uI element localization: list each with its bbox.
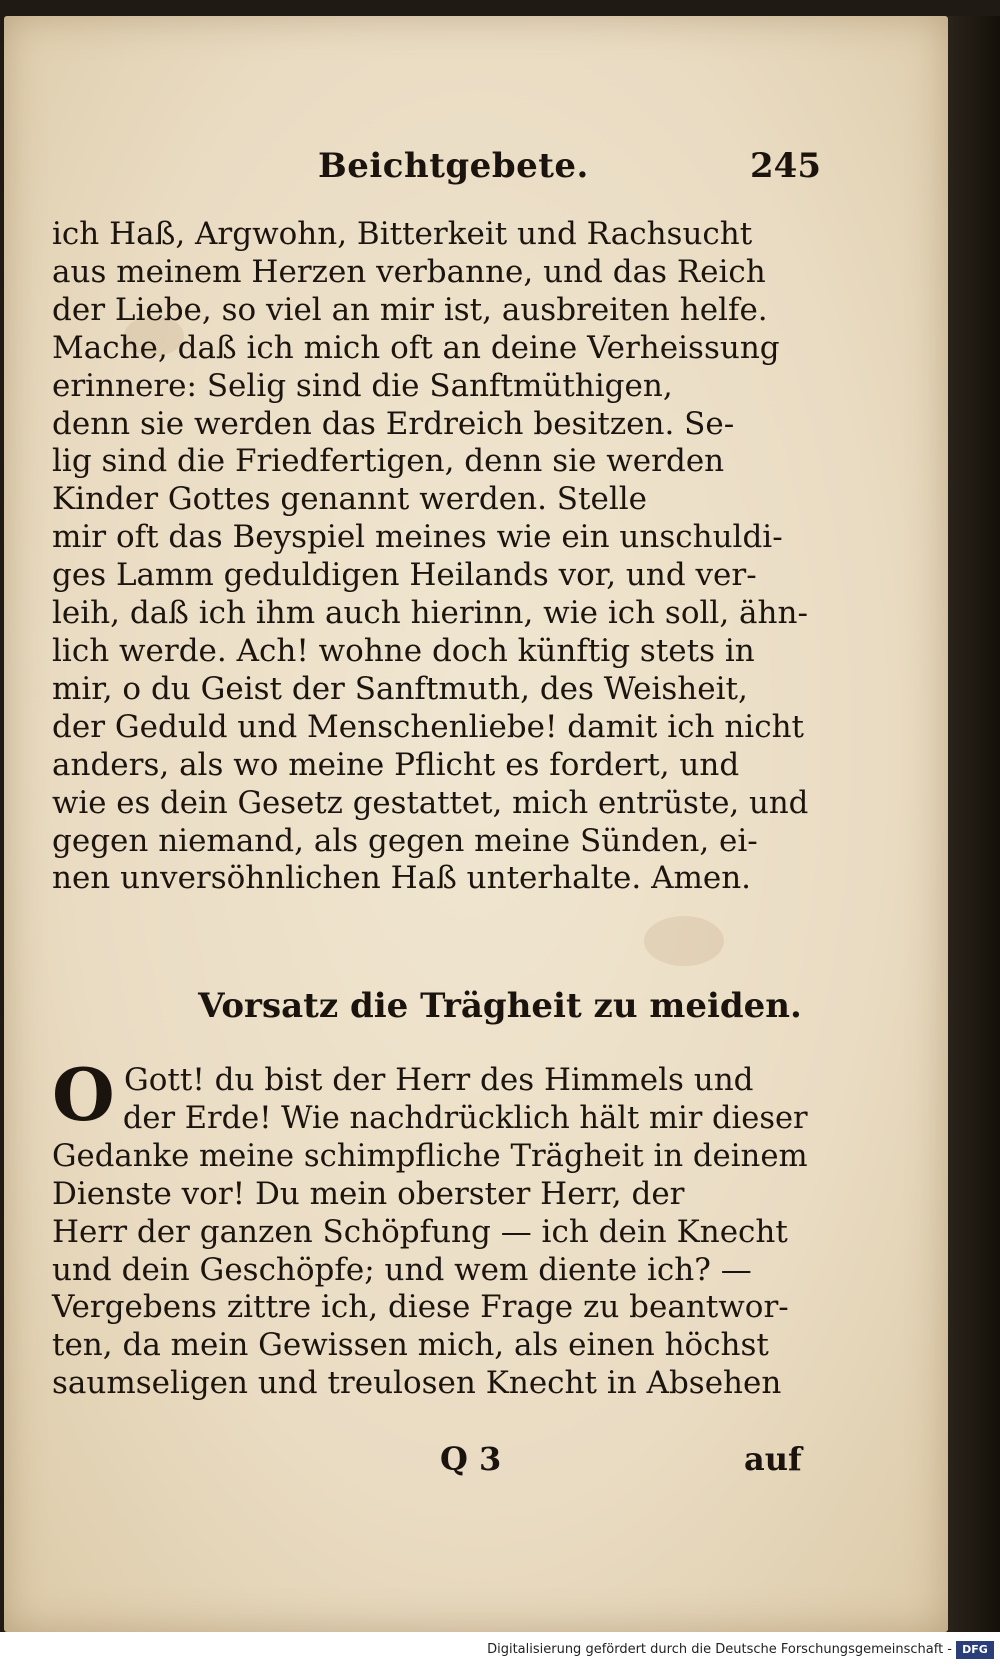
running-head: [0, 140, 1000, 190]
funding-credit: Digitalisierung gefördert durch die Deutsche Forschungsgemeinschaft -: [487, 1642, 952, 1657]
paragraph-1: [52, 216, 808, 898]
text-line: ges Lamm geduldigen Heilands vor, und ver-: [52, 557, 757, 594]
text-line: und dein Geschöpfe; und wem diente ich? —: [52, 1251, 752, 1288]
text-line: Gedanke meine schimpfliche Trägheit in deinem: [52, 1137, 808, 1174]
drop-cap: O: [52, 1052, 115, 1137]
book-edge: [948, 16, 1000, 1632]
text-line: der Liebe, so viel an mir ist, ausbreiten helfe.: [52, 291, 768, 328]
text-line: denn sie werden das Erdreich besitzen. Se-: [52, 405, 735, 442]
text-line: Vergebens zittre ich, diese Frage zu beantwor-: [52, 1289, 789, 1326]
text-line: mir, o du Geist der Sanftmuth, des Weisheit,: [52, 670, 748, 707]
text-line: anders, als wo meine Pflicht es fordert, und: [52, 746, 740, 783]
page-number: 245: [750, 146, 821, 186]
text-line: gegen niemand, als gegen meine Sünden, ei-: [52, 822, 758, 859]
text-line: Gott! du bist der Herr des Himmels und: [124, 1062, 754, 1098]
text-line: Herr der ganzen Schöpfung — ich dein Knecht: [52, 1213, 788, 1250]
text-line: der Erde! Wie nachdrücklich hält mir dieser: [122, 1099, 808, 1136]
text-line: wie es dein Gesetz gestattet, mich entrüste, und: [52, 784, 809, 821]
signature-mark: Q 3: [440, 1440, 502, 1478]
text-line: Dienste vor! Du mein oberster Herr, der: [52, 1175, 685, 1212]
paragraph-2: [52, 1052, 808, 1403]
text-line: aus meinem Herzen verbanne, und das Reich: [52, 253, 766, 290]
text-line: saumseligen und treulosen Knecht in Absehen: [52, 1365, 782, 1402]
text-line: lich werde. Ach! wohne doch künftig stets in: [52, 632, 755, 669]
text-line: ich Haß, Argwohn, Bitterkeit und Rachsucht: [52, 216, 753, 252]
text-line: ten, da mein Gewissen mich, als einen höchst: [52, 1327, 769, 1364]
footer-bar: [0, 1632, 1000, 1668]
text-line: Kinder Gottes genannt werden. Stelle: [52, 481, 648, 518]
text-line: Mache, daß ich mich oft an deine Verheissung: [52, 329, 780, 366]
text-line: lig sind die Friedfertigen, denn sie werden: [52, 443, 725, 480]
text-line: leih, daß ich ihm auch hierinn, wie ich soll, ähn-: [52, 595, 808, 632]
text-line: der Geduld und Menschenliebe! damit ich nicht: [52, 708, 805, 745]
dfg-logo: DFG: [956, 1641, 994, 1659]
running-title: Beichtgebete.: [318, 146, 589, 186]
text-line: nen unversöhnlichen Haß unterhalte. Amen.: [52, 860, 752, 897]
text-line: mir oft das Beyspiel meines wie ein unschuldi-: [52, 519, 783, 556]
text-line: erinnere: Selig sind die Sanftmüthigen,: [52, 367, 673, 404]
section-heading: Vorsatz die Trägheit zu meiden.: [198, 986, 802, 1026]
paper-stain: [644, 916, 724, 966]
catchword: auf: [744, 1440, 802, 1478]
